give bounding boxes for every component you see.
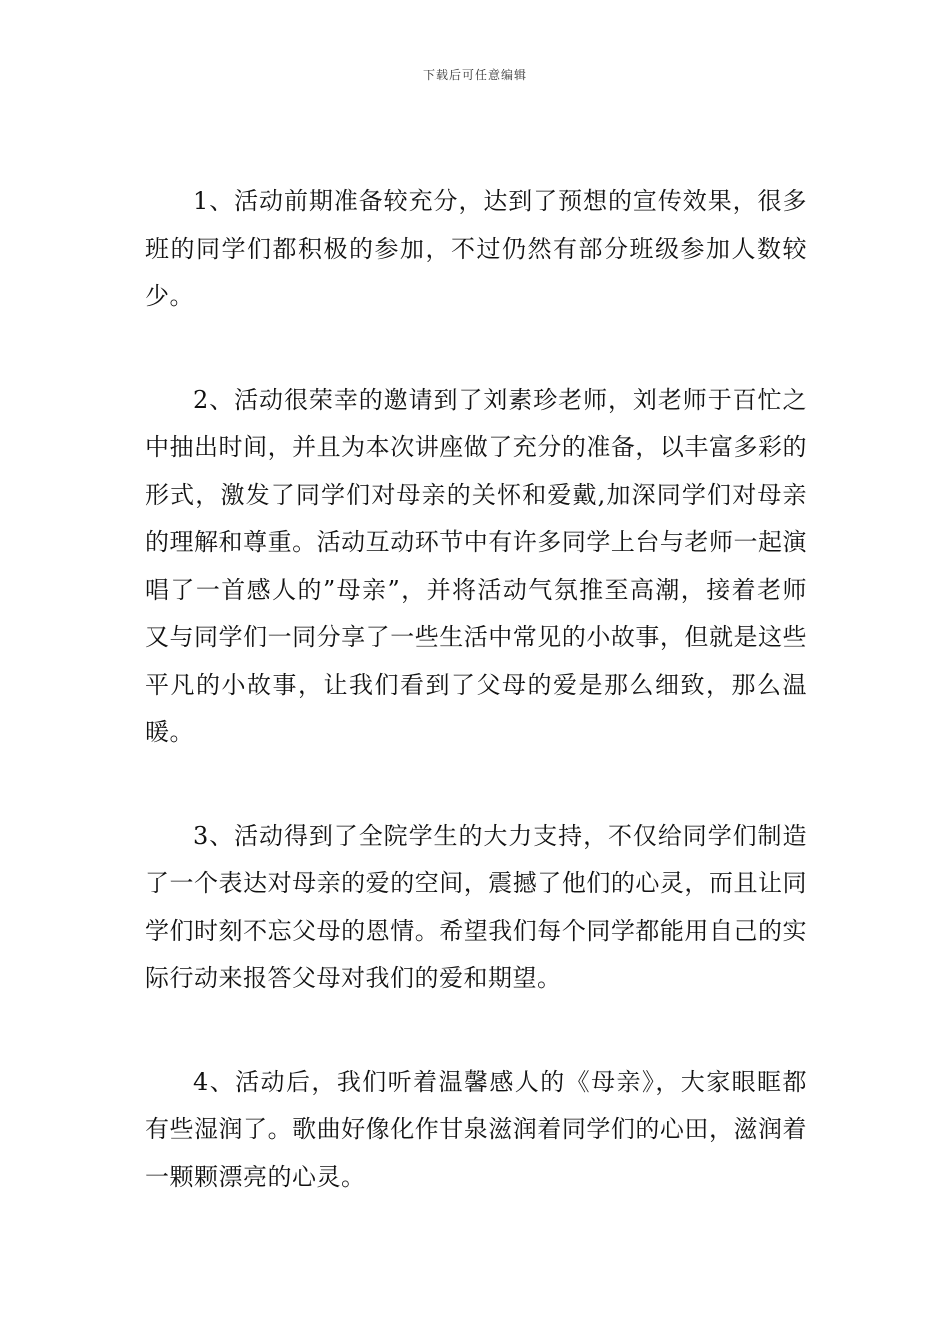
header-note: 下载后可任意编辑	[422, 68, 527, 82]
paragraph-3: 3、活动得到了全院学生的大力支持，不仅给同学们制造了一个表达对母亲的爱的空间，震撼了他们的心灵，而且让同学们时刻不忘父母的恩情。希望我们每个同学都能用自己的实际行动来报答父母对我们的爱和期望。	[145, 821, 807, 992]
paragraph-1: 1、活动前期准备较充分，达到了预想的宣传效果，很多班的同学们都积极的参加，不过仍然有部分班级参加人数较少。	[145, 187, 807, 310]
paragraph-4: 4、活动后，我们听着温馨感人的《母亲》，大家眼眶都有些湿润了。歌曲好像化作甘泉滋润着同学们的心田，滋润着一颗颗漂亮的心灵。	[145, 1067, 807, 1191]
document-body	[145, 178, 807, 1201]
paragraph-2: 2、活动很荣幸的邀请到了刘素珍老师，刘老师于百忙之中抽出时间，并且为本次讲座做了充分的准备，以丰富多彩的形式，激发了同学们对母亲的关怀和爱戴,加深同学们对母亲的理解和尊重。活动互动环节中有许多同学上台与老师一起演唱了一首感人的”母亲”，并将活动气氛推至高潮，接着老师又与同学们一同分享了一些生活中常见的小故事，但就是这些平凡的小故事，让我们看到了父母的爱是那么细致，那么温暖。	[145, 385, 807, 746]
